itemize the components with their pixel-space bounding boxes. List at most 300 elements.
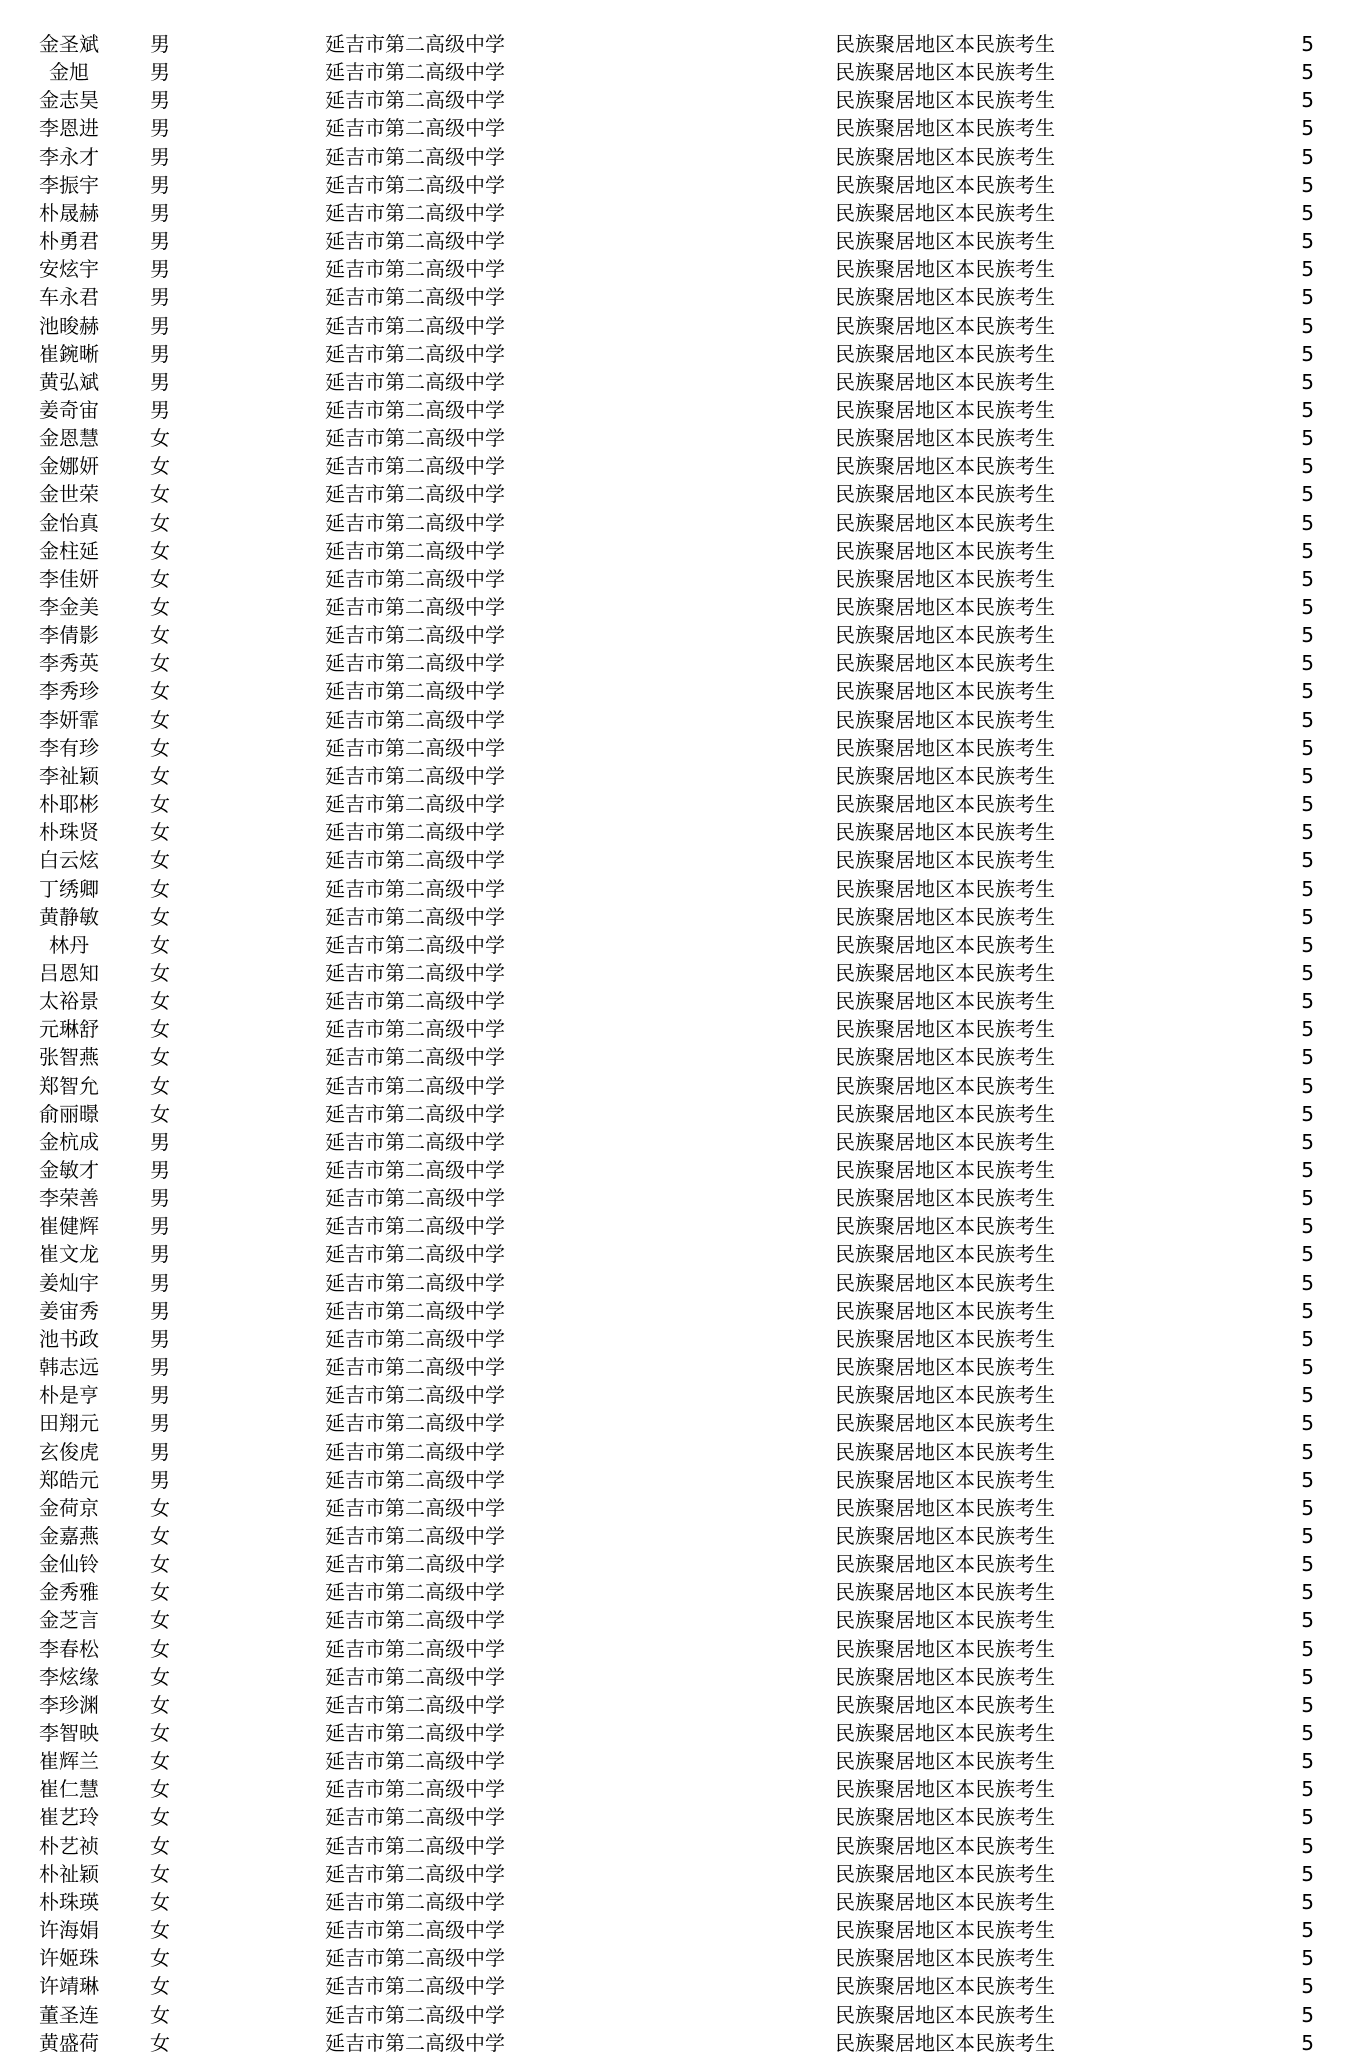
student-score: 5 <box>1301 707 1314 732</box>
student-school: 延吉市第二高级中学 <box>325 1918 505 1943</box>
student-category: 民族聚居地区本民族考生 <box>835 932 1055 957</box>
student-name: 郑皓元 <box>39 1467 99 1492</box>
student-gender: 男 <box>150 397 170 422</box>
student-gender: 女 <box>150 510 170 535</box>
student-school: 延吉市第二高级中学 <box>325 1749 505 1774</box>
table-row <box>0 1944 1367 1972</box>
student-category: 民族聚居地区本民族考生 <box>835 848 1055 873</box>
student-score: 5 <box>1301 960 1314 985</box>
student-name: 崔仁慧 <box>39 1777 99 1802</box>
student-category: 民族聚居地区本民族考生 <box>835 1974 1055 1999</box>
table-row <box>0 931 1367 959</box>
student-name: 金仙铃 <box>39 1552 99 1577</box>
student-score: 5 <box>1301 1636 1314 1661</box>
student-score: 5 <box>1301 1974 1314 1999</box>
student-gender: 女 <box>150 792 170 817</box>
table-row <box>0 818 1367 846</box>
student-school: 延吉市第二高级中学 <box>325 1777 505 1802</box>
student-gender: 男 <box>150 229 170 254</box>
student-category: 民族聚居地区本民族考生 <box>835 229 1055 254</box>
student-school: 延吉市第二高级中学 <box>325 1045 505 1070</box>
student-category: 民族聚居地区本民族考生 <box>835 1749 1055 1774</box>
student-gender: 女 <box>150 1495 170 1520</box>
student-category: 民族聚居地区本民族考生 <box>835 1017 1055 1042</box>
table-row <box>0 2029 1367 2057</box>
student-school: 延吉市第二高级中学 <box>325 1523 505 1548</box>
student-score: 5 <box>1301 1608 1314 1633</box>
table-row <box>0 565 1367 593</box>
student-score: 5 <box>1301 369 1314 394</box>
student-score: 5 <box>1301 1158 1314 1182</box>
student-name: 许海娟 <box>39 1918 99 1943</box>
student-category: 民族聚居地区本民族考生 <box>835 1270 1055 1295</box>
student-score: 5 <box>1301 1523 1314 1548</box>
student-school: 延吉市第二高级中学 <box>325 172 505 197</box>
student-name: 崔鋺晰 <box>39 341 99 366</box>
student-school: 延吉市第二高级中学 <box>325 1861 505 1886</box>
student-gender: 女 <box>150 707 170 732</box>
student-score: 5 <box>1301 1298 1314 1323</box>
student-category: 民族聚居地区本民族考生 <box>835 1861 1055 1886</box>
student-school: 延吉市第二高级中学 <box>325 1298 505 1323</box>
student-category: 民族聚居地区本民族考生 <box>835 510 1055 535</box>
student-score: 5 <box>1301 1833 1314 1858</box>
student-school: 延吉市第二高级中学 <box>325 1552 505 1577</box>
student-category: 民族聚居地区本民族考生 <box>835 1918 1055 1943</box>
student-school: 延吉市第二高级中学 <box>325 1158 505 1182</box>
student-school: 延吉市第二高级中学 <box>325 482 505 507</box>
student-name: 李金美 <box>39 595 99 619</box>
table-row <box>0 1972 1367 2000</box>
student-score: 5 <box>1301 651 1314 676</box>
student-school: 延吉市第二高级中学 <box>325 1833 505 1858</box>
student-name: 金世荣 <box>39 482 99 507</box>
student-name: 田翔元 <box>39 1411 99 1436</box>
student-gender: 女 <box>150 904 170 929</box>
student-name: 张智燕 <box>39 1045 99 1070</box>
student-category: 民族聚居地区本民族考生 <box>835 1186 1055 1211</box>
student-category: 民族聚居地区本民族考生 <box>835 876 1055 901</box>
student-school: 延吉市第二高级中学 <box>325 595 505 619</box>
student-score: 5 <box>1301 1045 1314 1070</box>
table-row <box>0 255 1367 283</box>
table-row <box>0 1043 1367 1071</box>
table-row <box>0 987 1367 1015</box>
student-school: 延吉市第二高级中学 <box>325 989 505 1014</box>
student-school: 延吉市第二高级中学 <box>325 1805 505 1830</box>
student-score: 5 <box>1301 313 1314 338</box>
student-school: 延吉市第二高级中学 <box>325 792 505 817</box>
student-category: 民族聚居地区本民族考生 <box>835 397 1055 422</box>
student-score: 5 <box>1301 1692 1314 1717</box>
student-gender: 男 <box>150 1158 170 1182</box>
student-category: 民族聚居地区本民族考生 <box>835 904 1055 929</box>
student-gender: 男 <box>150 1242 170 1267</box>
student-category: 民族聚居地区本民族考生 <box>835 454 1055 479</box>
student-gender: 男 <box>150 1355 170 1380</box>
student-score: 5 <box>1301 1186 1314 1211</box>
student-score: 5 <box>1301 1889 1314 1914</box>
student-name: 黄弘斌 <box>39 369 99 394</box>
student-category: 民族聚居地区本民族考生 <box>835 651 1055 676</box>
table-row <box>0 283 1367 311</box>
student-score: 5 <box>1301 1017 1314 1042</box>
table-row <box>0 2001 1367 2029</box>
student-gender: 女 <box>150 1918 170 1943</box>
student-score: 5 <box>1301 1777 1314 1802</box>
student-score: 5 <box>1301 2030 1314 2055</box>
table-row <box>0 143 1367 171</box>
table-row <box>0 1663 1367 1691</box>
student-school: 延吉市第二高级中学 <box>325 1608 505 1633</box>
student-name: 金秀雅 <box>39 1580 99 1605</box>
student-name: 黄盛荷 <box>39 2030 99 2055</box>
student-school: 延吉市第二高级中学 <box>325 200 505 225</box>
student-score: 5 <box>1301 1129 1314 1154</box>
student-category: 民族聚居地区本民族考生 <box>835 735 1055 760</box>
student-category: 民族聚居地区本民族考生 <box>835 1889 1055 1914</box>
student-gender: 男 <box>150 60 170 85</box>
student-name: 金娜妍 <box>39 454 99 479</box>
table-row <box>0 1888 1367 1916</box>
student-category: 民族聚居地区本民族考生 <box>835 482 1055 507</box>
student-category: 民族聚居地区本民族考生 <box>835 595 1055 619</box>
table-row <box>0 1072 1367 1100</box>
student-category: 民族聚居地区本民族考生 <box>835 2002 1055 2027</box>
table-row <box>0 114 1367 142</box>
student-category: 民族聚居地区本民族考生 <box>835 1777 1055 1802</box>
student-category: 民族聚居地区本民族考生 <box>835 116 1055 141</box>
student-school: 延吉市第二高级中学 <box>325 651 505 676</box>
student-name: 金圣斌 <box>39 32 99 56</box>
student-name: 姜宙秀 <box>39 1298 99 1323</box>
student-score: 5 <box>1301 1101 1314 1126</box>
student-gender: 女 <box>150 932 170 957</box>
table-row <box>0 1240 1367 1268</box>
student-score: 5 <box>1301 1355 1314 1380</box>
student-school: 延吉市第二高级中学 <box>325 116 505 141</box>
student-school: 延吉市第二高级中学 <box>325 1692 505 1717</box>
student-category: 民族聚居地区本民族考生 <box>835 1383 1055 1408</box>
student-score: 5 <box>1301 341 1314 366</box>
student-name: 李振宇 <box>39 172 99 197</box>
student-gender: 女 <box>150 1946 170 1971</box>
student-gender: 男 <box>150 172 170 197</box>
student-score: 5 <box>1301 116 1314 141</box>
student-category: 民族聚居地区本民族考生 <box>835 144 1055 169</box>
student-name: 金嘉燕 <box>39 1523 99 1548</box>
table-row <box>0 1635 1367 1663</box>
student-gender: 女 <box>150 538 170 563</box>
student-gender: 男 <box>150 32 170 56</box>
student-category: 民族聚居地区本民族考生 <box>835 1439 1055 1464</box>
student-score: 5 <box>1301 792 1314 817</box>
student-school: 延吉市第二高级中学 <box>325 932 505 957</box>
student-gender: 男 <box>150 1270 170 1295</box>
student-school: 延吉市第二高级中学 <box>325 341 505 366</box>
student-school: 延吉市第二高级中学 <box>325 1889 505 1914</box>
student-category: 民族聚居地区本民族考生 <box>835 200 1055 225</box>
table-row <box>0 227 1367 255</box>
student-category: 民族聚居地区本民族考生 <box>835 1158 1055 1182</box>
table-row <box>0 790 1367 818</box>
student-score: 5 <box>1301 454 1314 479</box>
student-gender: 女 <box>150 1805 170 1830</box>
student-school: 延吉市第二高级中学 <box>325 1101 505 1126</box>
student-category: 民族聚居地区本民族考生 <box>835 172 1055 197</box>
student-name: 池晙赫 <box>39 313 99 338</box>
student-category: 民族聚居地区本民族考生 <box>835 989 1055 1014</box>
student-gender: 女 <box>150 482 170 507</box>
table-row <box>0 1212 1367 1240</box>
table-row <box>0 1128 1367 1156</box>
student-name: 金柱延 <box>39 538 99 563</box>
student-name: 金敏才 <box>39 1158 99 1182</box>
table-row <box>0 199 1367 227</box>
student-category: 民族聚居地区本民族考生 <box>835 341 1055 366</box>
student-gender: 女 <box>150 454 170 479</box>
student-name: 李炫缘 <box>39 1664 99 1689</box>
student-score: 5 <box>1301 763 1314 788</box>
table-row <box>0 1522 1367 1550</box>
table-row <box>0 1747 1367 1775</box>
student-school: 延吉市第二高级中学 <box>325 1129 505 1154</box>
table-row <box>0 30 1367 58</box>
student-name: 姜奇宙 <box>39 397 99 422</box>
student-name: 崔健辉 <box>39 1214 99 1239</box>
student-gender: 女 <box>150 1101 170 1126</box>
student-name: 崔艺玲 <box>39 1805 99 1830</box>
student-score: 5 <box>1301 679 1314 704</box>
student-category: 民族聚居地区本民族考生 <box>835 369 1055 394</box>
student-score: 5 <box>1301 1326 1314 1351</box>
table-row <box>0 1381 1367 1409</box>
table-row <box>0 452 1367 480</box>
student-score: 5 <box>1301 1270 1314 1295</box>
student-school: 延吉市第二高级中学 <box>325 257 505 282</box>
student-school: 延吉市第二高级中学 <box>325 1664 505 1689</box>
student-category: 民族聚居地区本民族考生 <box>835 1467 1055 1492</box>
student-score: 5 <box>1301 989 1314 1014</box>
student-name: 金杭成 <box>39 1129 99 1154</box>
student-gender: 女 <box>150 960 170 985</box>
student-name: 许姬珠 <box>39 1946 99 1971</box>
student-gender: 女 <box>150 848 170 873</box>
student-name: 李秀英 <box>39 651 99 676</box>
table-row <box>0 1550 1367 1578</box>
student-category: 民族聚居地区本民族考生 <box>835 707 1055 732</box>
table-row <box>0 368 1367 396</box>
table-row <box>0 1606 1367 1634</box>
student-score: 5 <box>1301 1242 1314 1267</box>
student-school: 延吉市第二高级中学 <box>325 1270 505 1295</box>
student-category: 民族聚居地区本民族考生 <box>835 1495 1055 1520</box>
student-name: 丁绣卿 <box>39 876 99 901</box>
table-row <box>0 903 1367 931</box>
student-school: 延吉市第二高级中学 <box>325 369 505 394</box>
table-row <box>0 677 1367 705</box>
student-name: 李妍霏 <box>39 707 99 732</box>
student-score: 5 <box>1301 2002 1314 2027</box>
student-school: 延吉市第二高级中学 <box>325 144 505 169</box>
table-row <box>0 621 1367 649</box>
table-row <box>0 1184 1367 1212</box>
student-category: 民族聚居地区本民族考生 <box>835 679 1055 704</box>
student-school: 延吉市第二高级中学 <box>325 1439 505 1464</box>
student-school: 延吉市第二高级中学 <box>325 32 505 56</box>
student-school: 延吉市第二高级中学 <box>325 1721 505 1745</box>
student-gender: 男 <box>150 1411 170 1436</box>
student-name: 金志昊 <box>39 88 99 113</box>
student-score: 5 <box>1301 32 1314 56</box>
student-category: 民族聚居地区本民族考生 <box>835 1805 1055 1830</box>
student-name: 李有珍 <box>39 735 99 760</box>
student-score: 5 <box>1301 566 1314 591</box>
student-gender: 女 <box>150 2002 170 2027</box>
student-score: 5 <box>1301 820 1314 845</box>
student-gender: 男 <box>150 285 170 310</box>
student-category: 民族聚居地区本民族考生 <box>835 313 1055 338</box>
student-school: 延吉市第二高级中学 <box>325 426 505 451</box>
student-category: 民族聚居地区本民族考生 <box>835 1411 1055 1436</box>
student-score: 5 <box>1301 848 1314 873</box>
student-score: 5 <box>1301 426 1314 451</box>
student-name: 吕恩知 <box>39 960 99 985</box>
table-row <box>0 312 1367 340</box>
table-row <box>0 1578 1367 1606</box>
student-school: 延吉市第二高级中学 <box>325 1355 505 1380</box>
table-row <box>0 1353 1367 1381</box>
student-gender: 女 <box>150 1721 170 1745</box>
student-score: 5 <box>1301 88 1314 113</box>
student-name: 李珍渊 <box>39 1692 99 1717</box>
student-score: 5 <box>1301 1214 1314 1239</box>
student-gender: 男 <box>150 1298 170 1323</box>
student-gender: 男 <box>150 200 170 225</box>
table-row <box>0 1269 1367 1297</box>
student-name: 韩志远 <box>39 1355 99 1380</box>
student-score: 5 <box>1301 1495 1314 1520</box>
student-score: 5 <box>1301 229 1314 254</box>
student-school: 延吉市第二高级中学 <box>325 1383 505 1408</box>
student-category: 民族聚居地区本民族考生 <box>835 1946 1055 1971</box>
student-gender: 女 <box>150 1692 170 1717</box>
student-school: 延吉市第二高级中学 <box>325 566 505 591</box>
student-gender: 女 <box>150 1861 170 1886</box>
student-name: 车永君 <box>39 285 99 310</box>
student-school: 延吉市第二高级中学 <box>325 1242 505 1267</box>
student-gender: 女 <box>150 820 170 845</box>
table-row <box>0 1100 1367 1128</box>
table-row <box>0 1156 1367 1184</box>
student-category: 民族聚居地区本民族考生 <box>835 1692 1055 1717</box>
student-gender: 女 <box>150 1636 170 1661</box>
student-name: 崔文龙 <box>39 1242 99 1267</box>
table-row <box>0 1015 1367 1043</box>
student-score: 5 <box>1301 1805 1314 1830</box>
student-gender: 女 <box>150 1045 170 1070</box>
student-score: 5 <box>1301 1552 1314 1577</box>
student-score: 5 <box>1301 595 1314 619</box>
table-row <box>0 1297 1367 1325</box>
table-row <box>0 875 1367 903</box>
student-name: 李祉颖 <box>39 763 99 788</box>
student-school: 延吉市第二高级中学 <box>325 904 505 929</box>
student-name: 李智映 <box>39 1721 99 1745</box>
table-row <box>0 1691 1367 1719</box>
student-category: 民族聚居地区本民族考生 <box>835 623 1055 648</box>
student-score: 5 <box>1301 200 1314 225</box>
table-row <box>0 1325 1367 1353</box>
student-score: 5 <box>1301 1073 1314 1098</box>
student-gender: 女 <box>150 1552 170 1577</box>
student-gender: 女 <box>150 426 170 451</box>
student-school: 延吉市第二高级中学 <box>325 313 505 338</box>
table-row <box>0 396 1367 424</box>
table-row <box>0 1860 1367 1888</box>
student-score: 5 <box>1301 1918 1314 1943</box>
student-school: 延吉市第二高级中学 <box>325 1974 505 1999</box>
student-school: 延吉市第二高级中学 <box>325 960 505 985</box>
student-category: 民族聚居地区本民族考生 <box>835 1608 1055 1633</box>
student-score: 5 <box>1301 397 1314 422</box>
table-row <box>0 846 1367 874</box>
student-score: 5 <box>1301 144 1314 169</box>
student-gender: 女 <box>150 1833 170 1858</box>
student-name: 姜灿宇 <box>39 1270 99 1295</box>
student-category: 民族聚居地区本民族考生 <box>835 1242 1055 1267</box>
student-score: 5 <box>1301 623 1314 648</box>
student-gender: 女 <box>150 1974 170 1999</box>
student-category: 民族聚居地区本民族考生 <box>835 1214 1055 1239</box>
student-school: 延吉市第二高级中学 <box>325 1326 505 1351</box>
student-name: 金恩慧 <box>39 426 99 451</box>
student-gender: 女 <box>150 1580 170 1605</box>
student-gender: 女 <box>150 651 170 676</box>
student-name: 李荣善 <box>39 1186 99 1211</box>
table-row <box>0 1832 1367 1860</box>
student-score: 5 <box>1301 876 1314 901</box>
student-name: 黄静敏 <box>39 904 99 929</box>
student-score: 5 <box>1301 1664 1314 1689</box>
student-category: 民族聚居地区本民族考生 <box>835 763 1055 788</box>
table-row <box>0 340 1367 368</box>
student-category: 民族聚居地区本民族考生 <box>835 2030 1055 2055</box>
student-name: 金怡真 <box>39 510 99 535</box>
student-score: 5 <box>1301 510 1314 535</box>
student-gender: 女 <box>150 735 170 760</box>
table-row <box>0 1803 1367 1831</box>
student-name: 李恩进 <box>39 116 99 141</box>
student-school: 延吉市第二高级中学 <box>325 735 505 760</box>
student-school: 延吉市第二高级中学 <box>325 1073 505 1098</box>
student-name: 朴祉颖 <box>39 1861 99 1886</box>
student-gender: 男 <box>150 144 170 169</box>
student-name: 李佳妍 <box>39 566 99 591</box>
student-gender: 女 <box>150 763 170 788</box>
table-row <box>0 86 1367 114</box>
table-row <box>0 58 1367 86</box>
student-category: 民族聚居地区本民族考生 <box>835 1326 1055 1351</box>
student-school: 延吉市第二高级中学 <box>325 1467 505 1492</box>
student-school: 延吉市第二高级中学 <box>325 285 505 310</box>
table-row <box>0 1494 1367 1522</box>
student-gender: 男 <box>150 257 170 282</box>
student-school: 延吉市第二高级中学 <box>325 510 505 535</box>
student-name: 元琳舒 <box>39 1017 99 1042</box>
table-row <box>0 762 1367 790</box>
student-score: 5 <box>1301 1580 1314 1605</box>
